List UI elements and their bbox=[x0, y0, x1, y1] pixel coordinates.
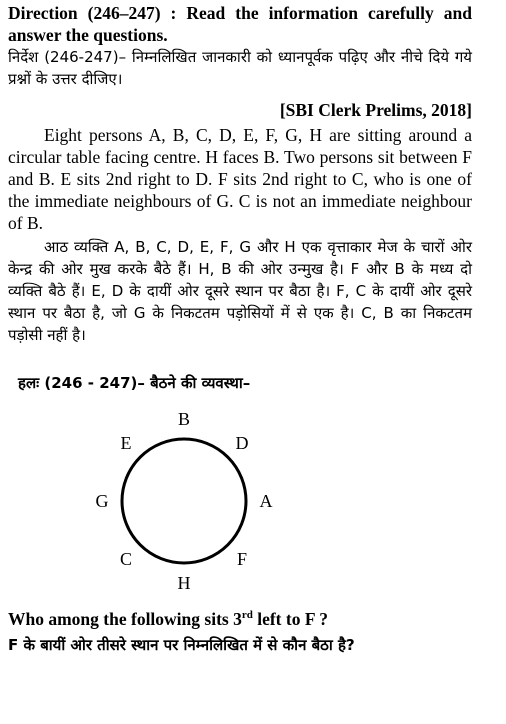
direction-hindi: निर्देश (246-247)– निम्नलिखित जानकारी को ध्यानपूर्वक पढ़िए और नीचे दिये गये प्रश्नों के उत्तर दीजिए। bbox=[8, 48, 472, 88]
seat-tick bbox=[223, 540, 233, 550]
seat-tick bbox=[223, 452, 233, 462]
seat-label-d: D bbox=[235, 433, 249, 454]
direction-english: Direction (246–247) : Read the information carefully and answer the questions. bbox=[8, 3, 472, 45]
source-reference: [SBI Clerk Prelims, 2018] bbox=[279, 100, 472, 120]
seat-label-a: A bbox=[259, 491, 273, 511]
seat-label-h: H bbox=[177, 573, 191, 593]
solution-heading: हलः (246 - 247)– बैठने की व्यवस्था– bbox=[18, 374, 251, 392]
question-english: Who among the following sits 3rd left to F ? bbox=[8, 609, 328, 629]
seat-label-c: C bbox=[120, 548, 133, 569]
passage-english: Eight persons A, B, C, D, E, F, G, H are sitting around a circular table facing centre. H faces B. Two persons sit between F and B. E sits 2nd right to D. F sits 2nd right to C, who is one of the immediate neighbours of G. C is not an immediate neighbour of B. bbox=[8, 125, 472, 233]
seat-label-g: G bbox=[95, 491, 109, 511]
question-hindi: F के बायीं ओर तीसरे स्थान पर निम्नलिखित में से कौन बैठा है? bbox=[8, 636, 355, 654]
seat-label-e: E bbox=[120, 433, 132, 454]
seat-tick bbox=[135, 452, 145, 462]
seat-label-b: B bbox=[177, 409, 191, 429]
seat-tick bbox=[135, 540, 145, 550]
passage-hindi: आठ व्यक्ति A, B, C, D, E, F, G और H एक वृत्ताकार मेज के चारों ओर केन्द्र की ओर मुख करके बैठे हैं। H, B की ओर उन्मुख है। F और B के मध्य दो व्यक्ति बैठे हैं। E, D के दायीं ओर दूसरे स्थान पर बैठा है। F, C के दायीं ओर दूसरे स्थान पर बैठा है, जो G के निकटतम पड़ोसियों में से एक है। C, B का निकटतम पड़ोसी नहीं है। bbox=[8, 238, 472, 344]
seat-label-f: F bbox=[236, 548, 247, 569]
